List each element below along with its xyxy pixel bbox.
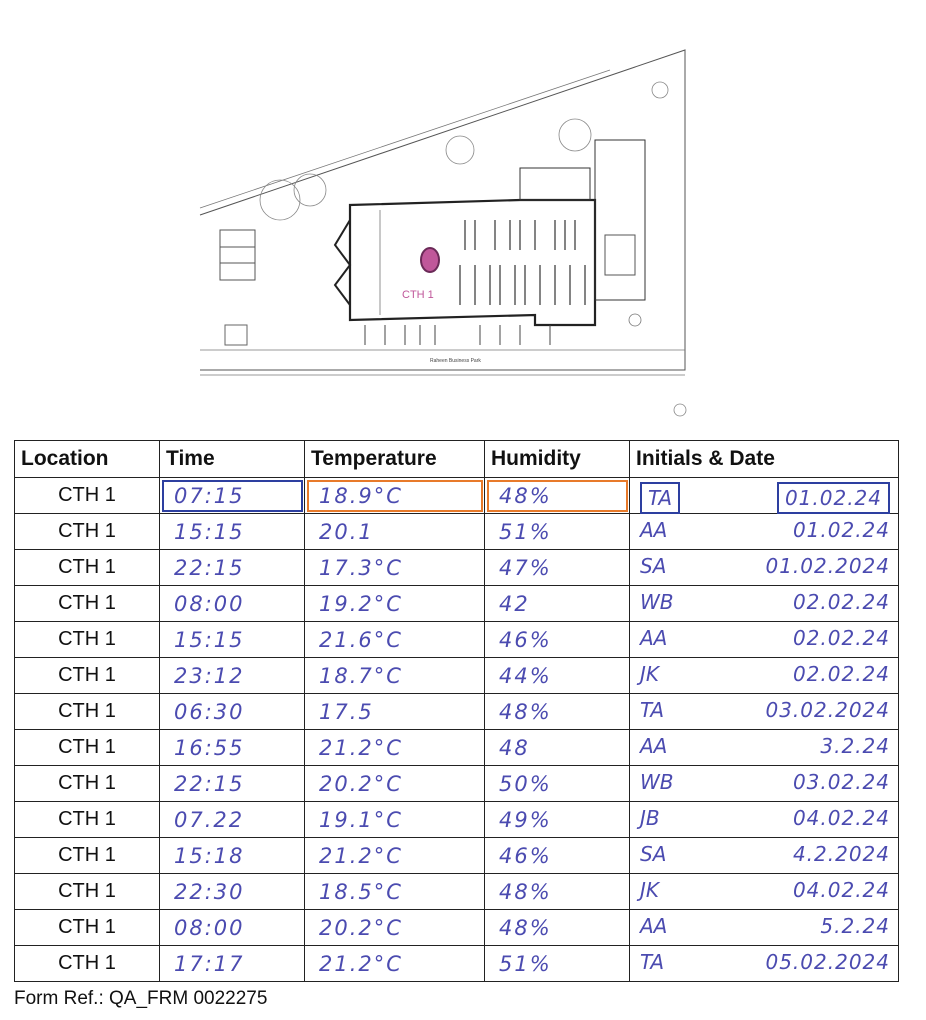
header-humidity: Humidity xyxy=(485,441,630,478)
cell-time: 08:00 xyxy=(160,910,305,946)
cell-initials: WB xyxy=(640,590,674,614)
plan-location-label: CTH 1 xyxy=(402,289,434,301)
cell-initials: TA xyxy=(640,482,680,514)
header-location: Location xyxy=(15,441,160,478)
cell-location: CTH 1 xyxy=(15,874,160,910)
temperature-humidity-log xyxy=(14,440,899,982)
cell-temperature: 21.2°C xyxy=(305,730,485,766)
plan-street-label: Raheen Business Park xyxy=(430,358,481,364)
cell-location: CTH 1 xyxy=(15,910,160,946)
cell-time: 17:17 xyxy=(160,946,305,982)
cell-initials-date xyxy=(630,802,899,838)
cell-time: 22:15 xyxy=(160,550,305,586)
cell-temperature: 21.6°C xyxy=(305,622,485,658)
table-row xyxy=(15,802,899,838)
table-row xyxy=(15,586,899,622)
cell-location: CTH 1 xyxy=(15,478,160,514)
cell-temperature: 19.2°C xyxy=(305,586,485,622)
cell-initials: JK xyxy=(640,662,660,686)
cell-date: 04.02.24 xyxy=(792,878,890,902)
cell-humidity: 46% xyxy=(485,838,630,874)
cell-initials-date xyxy=(630,874,899,910)
table-row xyxy=(15,766,899,802)
cell-initials-date xyxy=(630,730,899,766)
cell-initials-date xyxy=(630,658,899,694)
cell-time: 22:15 xyxy=(160,766,305,802)
floor-plan xyxy=(190,40,710,420)
table-row xyxy=(15,910,899,946)
cell-date: 01.02.2024 xyxy=(765,554,890,578)
cell-date: 02.02.24 xyxy=(792,590,890,614)
cell-initials: TA xyxy=(640,950,665,974)
table-row xyxy=(15,658,899,694)
cell-temperature: 17.3°C xyxy=(305,550,485,586)
cell-temperature: 21.2°C xyxy=(305,838,485,874)
cell-initials: AA xyxy=(640,914,668,938)
cell-location: CTH 1 xyxy=(15,694,160,730)
cell-humidity: 47% xyxy=(485,550,630,586)
table-row xyxy=(15,874,899,910)
cell-initials: JB xyxy=(640,806,660,830)
cell-initials-date xyxy=(630,694,899,730)
cell-date: 5.2.24 xyxy=(820,914,890,938)
cell-date: 01.02.24 xyxy=(792,518,890,542)
table-row xyxy=(15,550,899,586)
cell-time: 07.22 xyxy=(160,802,305,838)
cell-initials-date xyxy=(630,910,899,946)
cell-temperature: 20.1 xyxy=(305,514,485,550)
cell-temperature: 20.2°C xyxy=(305,766,485,802)
cell-initials: AA xyxy=(640,626,668,650)
cell-date: 3.2.24 xyxy=(820,734,890,758)
cell-initials-date xyxy=(630,550,899,586)
table-row xyxy=(15,514,899,550)
cell-initials-date xyxy=(630,766,899,802)
cell-humidity: 48% xyxy=(485,874,630,910)
header-time: Time xyxy=(160,441,305,478)
cell-time: 15:18 xyxy=(160,838,305,874)
cell-initials-date xyxy=(630,478,899,514)
header-initials-date: Initials & Date xyxy=(630,441,899,478)
cell-initials-date xyxy=(630,514,899,550)
form-reference: Form Ref.: QA_FRM 0022275 xyxy=(14,988,268,1009)
cell-temperature: 17.5 xyxy=(305,694,485,730)
cell-time: 15:15 xyxy=(160,622,305,658)
cell-location: CTH 1 xyxy=(15,622,160,658)
cell-date: 04.02.24 xyxy=(792,806,890,830)
cell-time: 16:55 xyxy=(160,730,305,766)
cell-location: CTH 1 xyxy=(15,802,160,838)
cell-temperature: 21.2°C xyxy=(305,946,485,982)
cell-time: 08:00 xyxy=(160,586,305,622)
location-marker xyxy=(421,248,439,272)
cell-location: CTH 1 xyxy=(15,514,160,550)
cell-temperature: 18.9°C xyxy=(305,478,485,514)
table-row xyxy=(15,622,899,658)
cell-date: 02.02.24 xyxy=(792,662,890,686)
cell-location: CTH 1 xyxy=(15,838,160,874)
cell-humidity: 51% xyxy=(485,946,630,982)
cell-initials: SA xyxy=(640,554,667,578)
cell-initials-date xyxy=(630,838,899,874)
cell-initials: SA xyxy=(640,842,667,866)
cell-time: 06:30 xyxy=(160,694,305,730)
cell-temperature: 20.2°C xyxy=(305,910,485,946)
cell-location: CTH 1 xyxy=(15,946,160,982)
cell-date: 01.02.24 xyxy=(777,482,890,514)
cell-initials-date xyxy=(630,622,899,658)
cell-date: 02.02.24 xyxy=(792,626,890,650)
cell-humidity: 48% xyxy=(485,694,630,730)
cell-humidity: 51% xyxy=(485,514,630,550)
table-row xyxy=(15,694,899,730)
cell-initials: TA xyxy=(640,698,665,722)
cell-humidity: 48% xyxy=(485,478,630,514)
cell-date: 05.02.2024 xyxy=(765,950,890,974)
cell-humidity: 50% xyxy=(485,766,630,802)
cell-date: 03.02.24 xyxy=(792,770,890,794)
cell-location: CTH 1 xyxy=(15,586,160,622)
cell-humidity: 48% xyxy=(485,910,630,946)
cell-humidity: 44% xyxy=(485,658,630,694)
cell-location: CTH 1 xyxy=(15,730,160,766)
cell-location: CTH 1 xyxy=(15,658,160,694)
cell-initials: WB xyxy=(640,770,674,794)
cell-initials-date xyxy=(630,946,899,982)
header-temperature: Temperature xyxy=(305,441,485,478)
table-row xyxy=(15,946,899,982)
cell-initials: AA xyxy=(640,734,668,758)
cell-time: 23:12 xyxy=(160,658,305,694)
table-row xyxy=(15,478,899,514)
cell-initials: AA xyxy=(640,518,668,542)
cell-time: 15:15 xyxy=(160,514,305,550)
cell-temperature: 18.7°C xyxy=(305,658,485,694)
cell-initials: JK xyxy=(640,878,660,902)
table-row xyxy=(15,730,899,766)
cell-temperature: 19.1°C xyxy=(305,802,485,838)
cell-humidity: 42 xyxy=(485,586,630,622)
cell-humidity: 48 xyxy=(485,730,630,766)
cell-initials-date xyxy=(630,586,899,622)
cell-location: CTH 1 xyxy=(15,550,160,586)
table-row xyxy=(15,838,899,874)
cell-time: 07:15 xyxy=(160,478,305,514)
cell-date: 03.02.2024 xyxy=(765,698,890,722)
table-header-row xyxy=(15,441,899,478)
cell-location: CTH 1 xyxy=(15,766,160,802)
cell-humidity: 46% xyxy=(485,622,630,658)
cell-humidity: 49% xyxy=(485,802,630,838)
cell-temperature: 18.5°C xyxy=(305,874,485,910)
cell-date: 4.2.2024 xyxy=(792,842,890,866)
cell-time: 22:30 xyxy=(160,874,305,910)
